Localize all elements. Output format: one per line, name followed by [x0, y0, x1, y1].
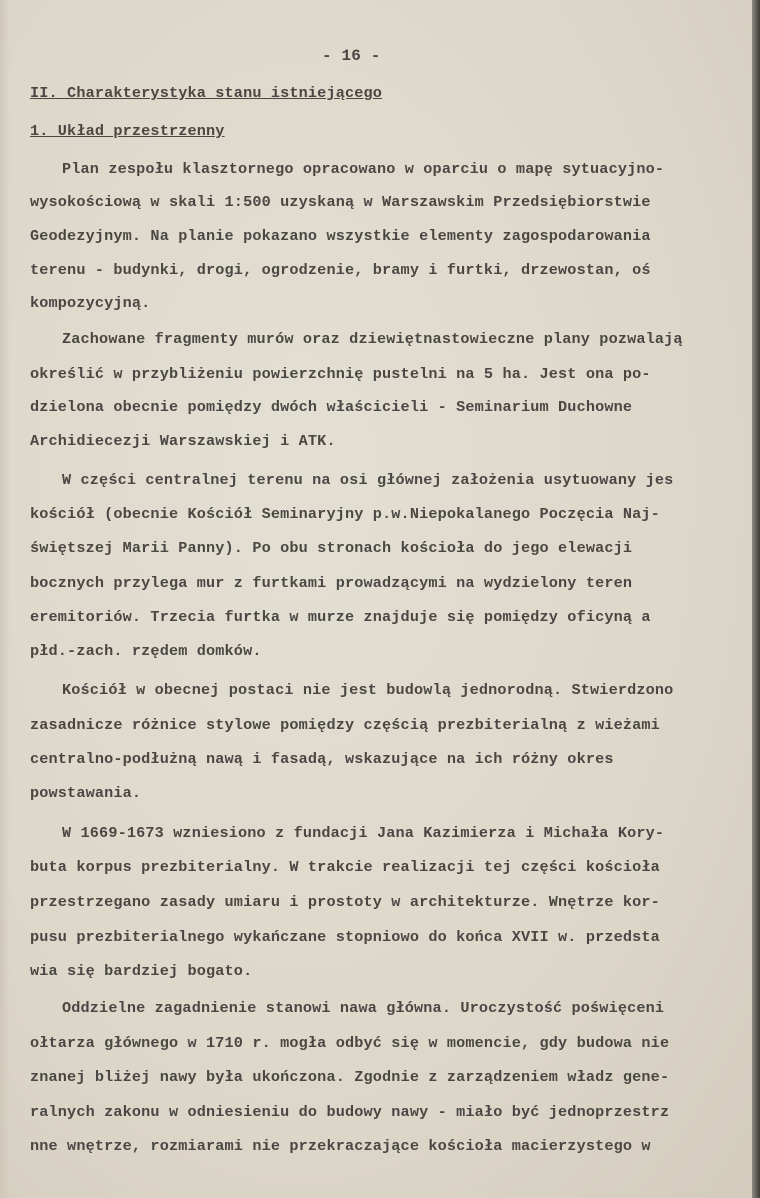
text-line: dzielona obecnie pomiędzy dwóch właścicieli - Seminarium Duchowne — [30, 398, 633, 416]
text-line: płd.-zach. rzędem domków. — [30, 642, 262, 660]
text-line: Geodezyjnym. Na planie pokazano wszystkie elementy zagospodarowania — [30, 227, 651, 245]
text-line: określić w przybliżeniu powierzchnię pustelni na 5 ha. Jest ona po- — [30, 365, 651, 383]
section-heading: II. Charakterystyka stanu istniejącego — [30, 84, 383, 102]
text-line: Zachowane fragmenty murów oraz dziewiętnastowieczne plany pozwalają — [62, 330, 683, 348]
text-line: bocznych przylega mur z furtkami prowadzącymi na wydzielony teren — [30, 574, 633, 592]
text-line: świętszej Marii Panny). Po obu stronach kościoła do jego elewacji — [30, 539, 633, 557]
text-line: zasadnicze różnice stylowe pomiędzy częścią prezbiterialną z wieżami — [30, 716, 660, 734]
text-line: Plan zespołu klasztornego opracowano w oparciu o mapę sytuacyjno- — [62, 160, 665, 178]
text-line: buta korpus prezbiterialny. W trakcie realizacji tej części kościoła — [30, 858, 660, 876]
text-line: kompozycyjną. — [30, 294, 151, 312]
text-line: terenu - budynki, drogi, ogrodzenie, bramy i furtki, drzewostan, oś — [30, 261, 651, 279]
text-line: znanej bliżej nawy była ukończona. Zgodnie z zarządzeniem władz gene- — [30, 1068, 670, 1086]
text-line: Oddzielne zagadnienie stanowi nawa główna. Uroczystość poświęceni — [62, 999, 665, 1017]
page-number: - 16 - — [322, 47, 381, 65]
text-line: wia się bardziej bogato. — [30, 962, 253, 980]
page-edge-shadow — [752, 0, 760, 1198]
text-line: nne wnętrze, rozmiarami nie przekraczające kościoła macierzystego w — [30, 1137, 651, 1155]
text-line: Kościół w obecnej postaci nie jest budowlą jednorodną. Stwierdzono — [62, 681, 674, 699]
text-line: powstawania. — [30, 784, 142, 802]
text-line: pusu prezbiterialnego wykańczane stopniowo do końca XVII w. przedsta — [30, 928, 660, 946]
text-line: eremitoriów. Trzecia furtka w murze znajduje się pomiędzy oficyną a — [30, 608, 651, 626]
text-line: przestrzegano zasady umiaru i prostoty w architekturze. Wnętrze kor- — [30, 893, 660, 911]
text-line: wysokościową w skali 1:500 uzyskaną w Warszawskim Przedsiębiorstwie — [30, 193, 651, 211]
text-line: W części centralnej terenu na osi głównej założenia usytuowany jes — [62, 471, 674, 489]
text-line: ralnych zakonu w odniesieniu do budowy nawy - miało być jednoprzestrz — [30, 1103, 670, 1121]
text-line: Archidiecezji Warszawskiej i ATK. — [30, 432, 336, 450]
text-line: ołtarza głównego w 1710 r. mogła odbyć się w momencie, gdy budowa nie — [30, 1034, 670, 1052]
text-line: centralno-podłużną nawą i fasadą, wskazujące na ich różny okres — [30, 750, 614, 768]
text-line: W 1669-1673 wzniesiono z fundacji Jana Kazimierza i Michała Kory- — [62, 824, 665, 842]
text-line: kościół (obecnie Kościół Seminaryjny p.w.Niepokalanego Poczęcia Naj- — [30, 505, 660, 523]
page-left-shadow — [0, 0, 10, 1198]
subsection-heading: 1. Układ przestrzenny — [30, 122, 225, 140]
